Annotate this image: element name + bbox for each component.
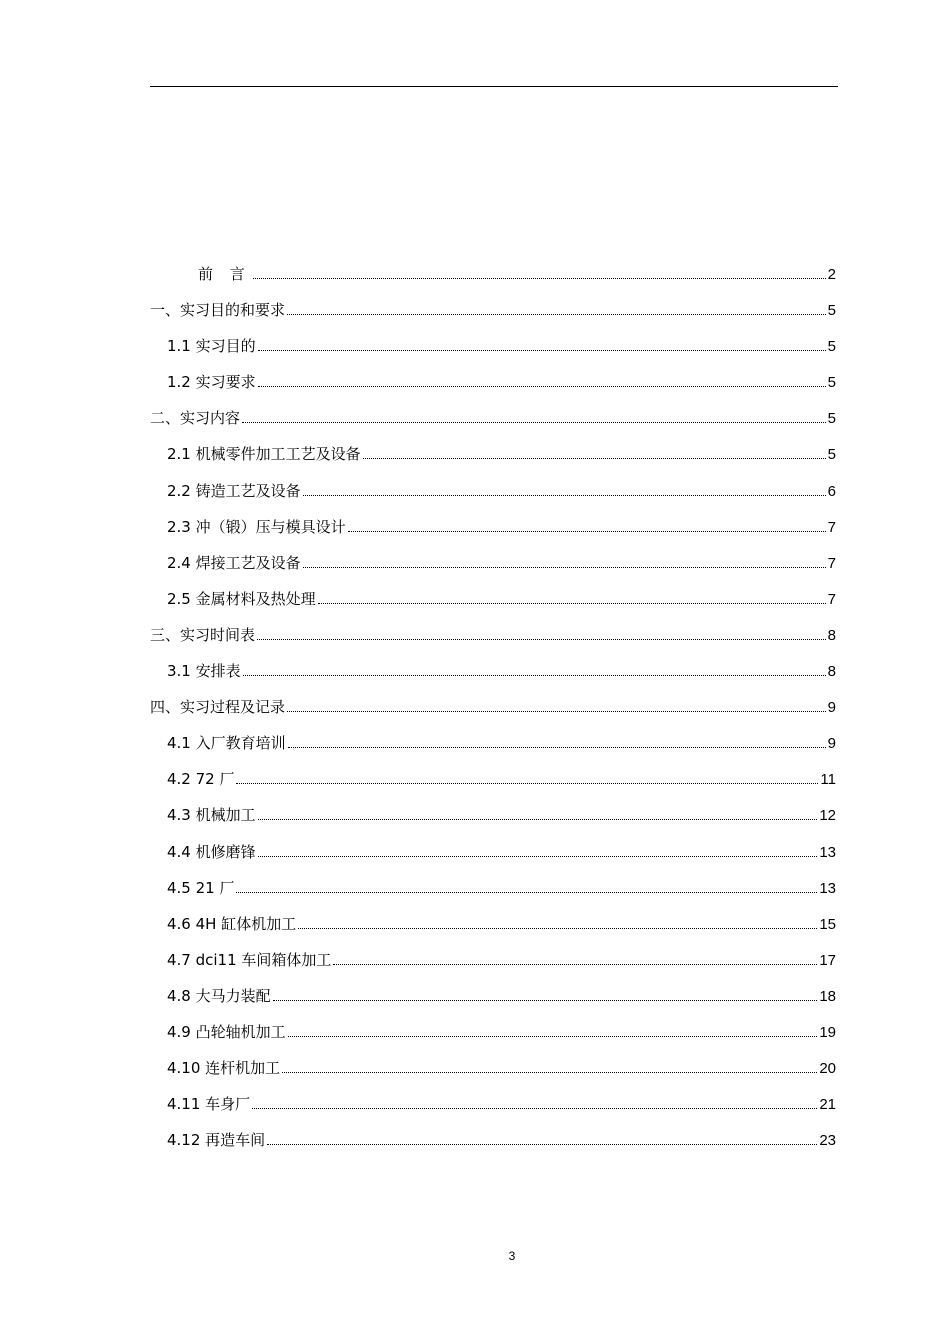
toc-entry-title: 2.1 机械零件加工工艺及设备	[167, 445, 361, 464]
toc-entry-title: 4.1 入厂教育培训	[167, 734, 286, 753]
toc-dot-leader	[236, 892, 817, 893]
toc-dot-leader	[258, 386, 826, 387]
toc-entry[interactable]	[150, 300, 836, 336]
toc-dot-leader	[242, 422, 826, 423]
toc-entry-page: 13	[819, 843, 836, 861]
toc-entry-page: 8	[827, 663, 836, 681]
toc-entry-title: 2.5 金属材料及热处理	[167, 589, 316, 608]
toc-entry-title: 2.2 铸造工艺及设备	[167, 481, 301, 500]
toc-dot-leader	[303, 567, 826, 568]
toc-entry[interactable]	[150, 697, 836, 733]
toc-dot-leader	[282, 1072, 817, 1073]
toc-entry-title: 4.11 车身厂	[167, 1095, 251, 1114]
toc-entry-page: 7	[827, 554, 836, 572]
toc-entry[interactable]	[150, 805, 856, 841]
toc-entry-page: 5	[827, 374, 836, 392]
toc-entry[interactable]	[150, 625, 836, 661]
toc-entry-title: 4.12 再造车间	[167, 1131, 266, 1150]
toc-entry-title: 一、实习目的和要求	[150, 301, 286, 320]
toc-dot-leader	[363, 458, 826, 459]
toc-entry[interactable]	[150, 1130, 856, 1166]
toc-dot-leader	[258, 819, 818, 820]
toc-entry[interactable]	[150, 842, 856, 878]
toc-entry-page: 5	[827, 446, 836, 464]
toc-entry[interactable]	[150, 1094, 856, 1130]
toc-entry[interactable]	[150, 733, 856, 769]
toc-entry[interactable]	[150, 878, 856, 914]
toc-dot-leader	[303, 495, 826, 496]
toc-entry-page: 19	[819, 1023, 836, 1041]
toc-entry-title: 四、实习过程及记录	[150, 698, 286, 717]
toc-entry-page: 6	[827, 482, 836, 500]
toc-entry-page: 20	[819, 1060, 836, 1078]
toc-entry-page: 7	[827, 518, 836, 536]
toc-entry[interactable]	[150, 914, 856, 950]
toc-entry[interactable]	[150, 372, 856, 408]
header-rule	[150, 86, 838, 87]
toc-dot-leader	[258, 856, 818, 857]
toc-entry-page: 9	[827, 735, 836, 753]
toc-entry-title: 2.4 焊接工艺及设备	[167, 553, 301, 572]
toc-entry-page: 9	[827, 699, 836, 717]
toc-entry[interactable]	[150, 481, 856, 517]
toc-entry-page: 13	[819, 879, 836, 897]
toc-entry-title: 三、实习时间表	[150, 625, 256, 644]
toc-entry[interactable]	[150, 769, 856, 805]
toc-entry-page: 15	[819, 915, 836, 933]
toc-entry-title: 4.2 72 厂	[167, 770, 235, 789]
toc-entry-title: 4.8 大马力装配	[167, 986, 271, 1005]
toc-entry[interactable]	[150, 661, 856, 697]
toc-entry-page: 5	[827, 302, 836, 320]
toc-entry[interactable]	[150, 1058, 856, 1094]
toc-entry-page: 23	[819, 1132, 836, 1150]
toc-entry-title: 4.3 机械加工	[167, 806, 256, 825]
toc-dot-leader	[288, 747, 826, 748]
toc-entry[interactable]	[150, 950, 856, 986]
toc-entry[interactable]	[150, 986, 856, 1022]
toc-dot-leader	[243, 675, 826, 676]
toc-dot-leader	[348, 531, 826, 532]
toc-entry-title: 2.3 冲（锻）压与模具设计	[167, 517, 346, 536]
toc-dot-leader	[258, 350, 826, 351]
toc-entry-title: 4.7 dci11 车间箱体加工	[167, 950, 332, 969]
toc-entry-page: 8	[827, 626, 836, 644]
toc-dot-leader	[298, 928, 817, 929]
toc-entry[interactable]	[150, 589, 856, 625]
toc-entry-title: 前 言	[198, 265, 251, 283]
toc-entry-title: 3.1 安排表	[167, 662, 241, 681]
toc-entry-page: 18	[819, 987, 836, 1005]
toc-dot-leader	[333, 964, 817, 965]
page-number: 3	[508, 1249, 516, 1263]
toc-entry-page: 11	[820, 771, 836, 789]
toc-entry[interactable]	[150, 517, 856, 553]
toc-dot-leader	[273, 1000, 818, 1001]
toc-entry[interactable]	[150, 1022, 856, 1058]
toc-dot-leader	[288, 1036, 818, 1037]
toc-entry-title: 1.1 实习目的	[167, 337, 256, 356]
table-of-contents	[150, 264, 836, 1166]
toc-entry-title: 4.4 机修磨锋	[167, 842, 256, 861]
toc-entry-title: 4.10 连杆机加工	[167, 1059, 281, 1078]
toc-entry-title: 二、实习内容	[150, 409, 241, 428]
toc-entry-page: 12	[819, 807, 836, 825]
toc-dot-leader	[236, 783, 818, 784]
toc-dot-leader	[252, 1108, 817, 1109]
toc-entry[interactable]	[150, 408, 836, 444]
toc-dot-leader	[318, 603, 826, 604]
toc-entry-page: 7	[827, 590, 836, 608]
toc-entry-page: 5	[827, 410, 836, 428]
toc-entry-page: 21	[819, 1096, 836, 1114]
toc-entry-page: 5	[827, 338, 836, 356]
toc-entry-page: 2	[827, 266, 836, 283]
toc-entry[interactable]	[150, 444, 856, 480]
toc-entry-title: 1.2 实习要求	[167, 373, 256, 392]
toc-entry-title: 4.9 凸轮轴机加工	[167, 1022, 286, 1041]
toc-entry[interactable]	[150, 264, 836, 300]
toc-entry-title: 4.6 4H 缸体机加工	[167, 914, 297, 933]
toc-dot-leader	[257, 639, 826, 640]
toc-dot-leader	[253, 278, 826, 279]
toc-dot-leader	[267, 1144, 817, 1145]
toc-entry-title: 4.5 21 厂	[167, 878, 235, 897]
toc-dot-leader	[287, 314, 826, 315]
toc-entry[interactable]	[150, 336, 856, 372]
toc-entry-page: 17	[819, 951, 836, 969]
toc-entry[interactable]	[150, 553, 856, 589]
toc-dot-leader	[287, 711, 826, 712]
